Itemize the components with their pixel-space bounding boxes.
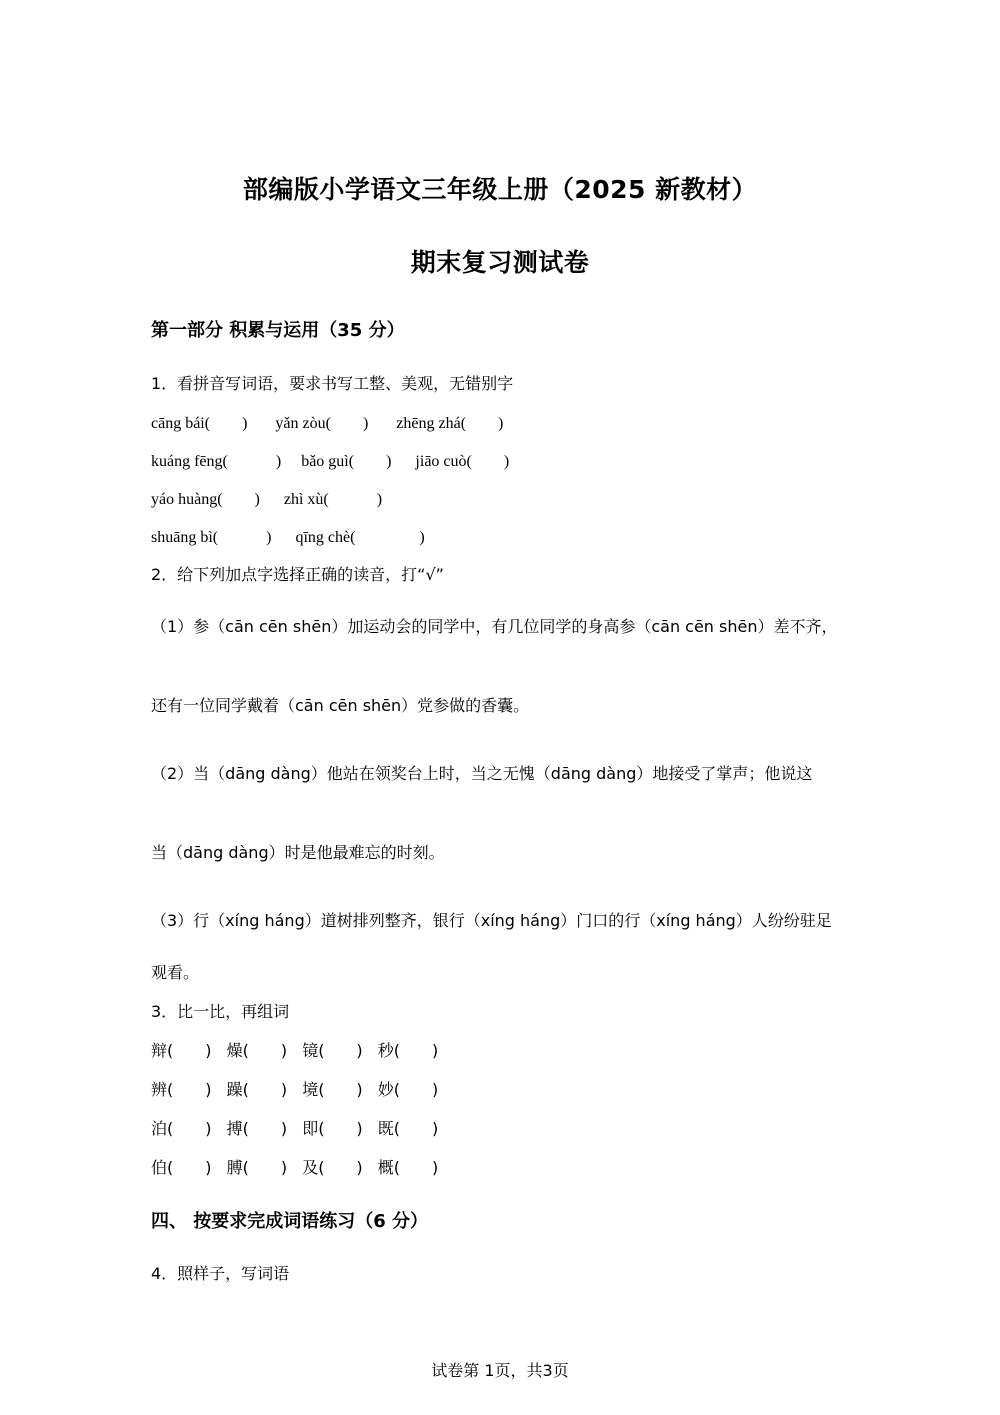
q3-row	[151, 1077, 438, 1100]
q3-row	[151, 1116, 438, 1139]
q3-item: 即( )	[302, 1119, 363, 1138]
q2-sentence-3b: 观看。	[151, 963, 200, 982]
q3-item: 镜( )	[302, 1041, 363, 1060]
q1-item: yáo huàng( )	[151, 491, 260, 508]
q3-item: 境( )	[302, 1080, 363, 1099]
q2-sentence-1a: （1）参（cān cēn shēn）加运动会的同学中，有几位同学的身高参（cān cēn shēn）差不齐，	[151, 617, 838, 636]
q1-item: yǎn zòu( )	[275, 415, 369, 432]
q3-item: 燥( )	[226, 1041, 288, 1060]
q3-item: 伯( )	[151, 1158, 212, 1177]
q3-item: 躁( )	[226, 1080, 288, 1099]
q1-item: zhēng zhá( )	[396, 415, 504, 432]
q2-sentence-1b: 还有一位同学戴着（cān cēn shēn）党参做的香囊。	[151, 696, 530, 715]
q3-item: 辨( )	[151, 1080, 212, 1099]
q3-item: 搏( )	[226, 1119, 288, 1138]
q3-row	[151, 1038, 438, 1061]
q1-item: qīng chè( )	[295, 529, 425, 546]
exam-title: 部编版小学语文三年级上册（2025 新教材）	[242, 175, 758, 204]
exam-subtitle: 期末复习测试卷	[410, 248, 590, 277]
part1-heading: 第一部分 积累与运用（35 分）	[151, 320, 405, 341]
q2-sentence-2a: （2）当（dāng dàng）他站在领奖台上时，当之无愧（dāng dàng）地接受了掌声；他说这	[151, 764, 813, 783]
q1-item: zhì xù( )	[283, 491, 383, 508]
q1-row	[151, 448, 509, 471]
q3-item: 泊( )	[151, 1119, 212, 1138]
q3-row	[151, 1155, 438, 1178]
q3-item: 膊( )	[226, 1158, 288, 1177]
q3-item: 及( )	[302, 1158, 363, 1177]
q3-item: 辩( )	[151, 1041, 212, 1060]
q3-item: 妙( )	[377, 1080, 439, 1099]
q1-prompt: 1．看拼音写词语，要求书写工整、美观，无错别字	[151, 374, 514, 393]
q1-row	[151, 410, 503, 433]
q1-item: jiāo cuò( )	[415, 453, 510, 470]
q1-row	[151, 486, 382, 509]
q1-item: bǎo guì( )	[301, 453, 392, 470]
q1-row	[151, 524, 425, 547]
q2-sentence-2b: 当（dāng dàng）时是他最难忘的时刻。	[151, 843, 445, 862]
page-footer: 试卷第 1页，共3页	[431, 1361, 569, 1380]
q1-item: kuáng fēng( )	[151, 453, 282, 470]
q3-item: 秒( )	[377, 1041, 439, 1060]
q1-item: cāng bái( )	[151, 415, 248, 432]
q3-item: 概( )	[377, 1158, 439, 1177]
q2-prompt: 2．给下列加点字选择正确的读音，打“√”	[151, 565, 444, 584]
q1-item: shuāng bì( )	[151, 529, 272, 546]
part4-heading: 四、 按要求完成词语练习（6 分）	[151, 1211, 429, 1232]
q2-sentence-3a: （3）行（xíng háng）道树排列整齐，银行（xíng háng）门口的行（xíng háng）人纷纷驻足	[151, 911, 832, 930]
q3-item: 既( )	[377, 1119, 439, 1138]
q3-prompt: 3．比一比，再组词	[151, 1002, 290, 1021]
q4-prompt: 4．照样子，写词语	[151, 1264, 290, 1283]
